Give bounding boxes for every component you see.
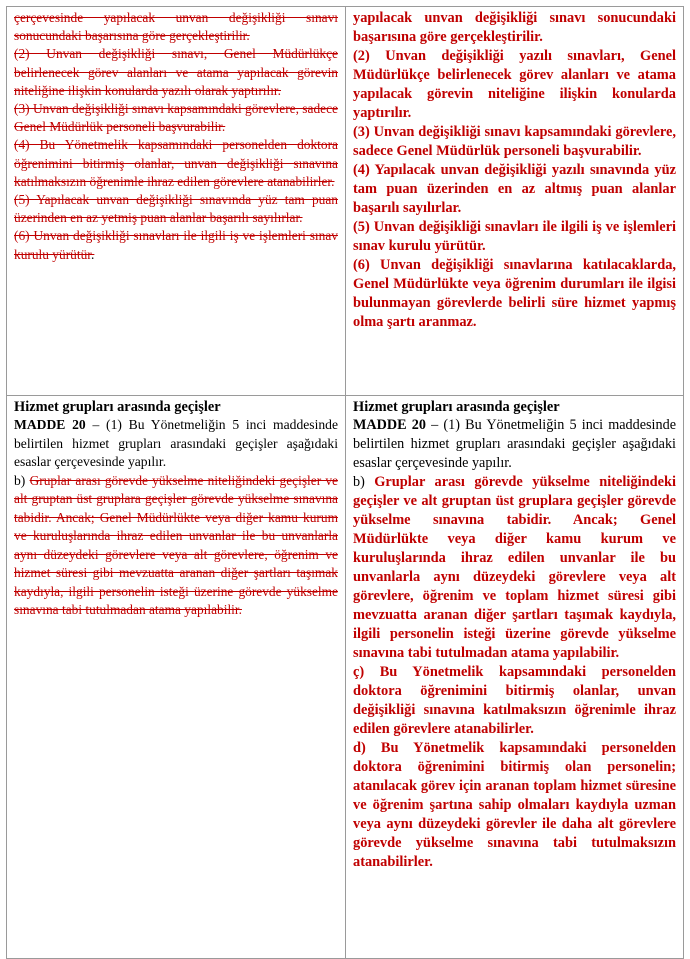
table-row (7, 7, 684, 396)
clause-d: d) Bu Yönetmelik kapsamındaki personelden doktora öğrenimini bitirmiş olan personelin; atanılacak görev için aranan toplam hizmet süresine ve öğrenim şartına sahip olmaları kaydıyla uzman veya aynı düzeydeki görevler ile daha alt görevlere görevde yükselme sınavına tabi tutulmaksızın atanabilirler. (353, 740, 676, 870)
amended-paragraph: (6) Unvan değişikliği sınavlarına katılacaklarda, Genel Müdürlükte veya öğrenim durumları ile ilgisi bulunmayan görevlerde belirli süre hizmet yapmış olma şartı aranmaz. (353, 257, 676, 330)
article-number: MADDE 20 (14, 417, 86, 432)
deleted-paragraph: (4) Bu Yönetmelik kapsamındaki personelden doktora öğrenimini bitirmiş olanlar, unvan değişikliği sınavına katılmaksızın öğrenimle ihraz edilen görevlere atanabilirler. (14, 137, 338, 189)
old-text-cell (7, 396, 346, 959)
article-intro-text: – (1) Bu Yönetmeliğin 5 inci maddesinde belirtilen hizmet grupları arasındaki geçişler aşağıdaki esaslar çerçevesinde yapılır. (14, 417, 338, 469)
comparison-table (6, 6, 684, 959)
deleted-paragraph: (5) Yapılacak unvan değişikliği sınavında yüz tam puan üzerinden en az yetmiş puan alanlar başarılı sayılırlar. (14, 192, 338, 226)
clause-b (353, 473, 676, 663)
article-intro (14, 416, 338, 472)
trailing-period: . (91, 246, 95, 262)
deleted-text: (6) Unvan değişikliği sınavları ile ilgili iş ve işlemleri sınav kurulu yürütür (14, 228, 338, 262)
amended-paragraph: (5) Unvan değişikliği sınavları ile ilgili iş ve işlemleri sınav kurulu yürütür. (353, 219, 676, 254)
deleted-paragraph: (2) Unvan değişikliği sınavı, Genel Müdürlükçe belirlenecek görev alanları ve atama yapılacak görevin niteliğine ilişkin konularda yazılı olarak yaptırılır. (14, 46, 338, 98)
article-number: MADDE 20 (353, 417, 426, 433)
comparison-table-wrapper (6, 6, 684, 954)
deleted-paragraph (14, 227, 338, 263)
deleted-paragraph: çerçevesinde yapılacak unvan değişikliği sınavı sonucundaki başarısına göre gerçekleştirilir. (14, 10, 338, 44)
old-text-cell (7, 7, 346, 396)
amended-text: Gruplar arası görevde yükselme niteliğindeki geçişler ve alt gruptan üst gruplara geçişler görevde yükselme sınavına tabidir. Ancak; Genel Müdürlükte veya diğer kamu kurum ve kuruluşlarında ihraz edilen unvanlar ile bu unvanlarla aynı düzeydeki görevlere veya alt görevlere, öğrenim ve toplam hizmet süresi gibi mevzuatta aranan diğer şartları taşımak kaydıyla, ilgili personelin isteği üzerine görevde yükselme sınavına tabi tutulmadan atama yapılabilir. (353, 474, 676, 661)
clause-prefix: b) (14, 472, 30, 488)
clause-prefix: b) (353, 474, 375, 490)
amended-paragraph: (4) Yapılacak unvan değişikliği yazılı sınavında yüz tam puan üzerinden en az altmış puan alanlar başarılı sayılırlar. (353, 162, 676, 216)
new-text-cell (346, 7, 684, 396)
amended-paragraph: (3) Unvan değişikliği sınavı kapsamındaki görevlere, sadece Genel Müdürlük personeli başvurabilir. (353, 124, 676, 159)
amended-paragraph: (2) Unvan değişikliği yazılı sınavları, Genel Müdürlükçe belirlenecek görev alanları ve atama yapılacak görevin niteliğine ilişkin konularda yaptırılır. (353, 48, 676, 121)
amended-paragraph: yapılacak unvan değişikliği sınavı sonucundaki başarısına göre gerçekleştirilir. (353, 10, 676, 45)
article-heading: Hizmet grupları arasında geçişler (353, 399, 560, 415)
article-heading: Hizmet grupları arasında geçişler (14, 399, 221, 415)
new-text-cell (346, 396, 684, 959)
deleted-paragraph: (3) Unvan değişikliği sınavı kapsamındaki görevlere, sadece Genel Müdürlük personeli başvurabilir. (14, 101, 338, 135)
clause-b (14, 472, 338, 620)
article-intro (353, 416, 676, 473)
clause-c: ç) Bu Yönetmelik kapsamındaki personelden doktora öğrenimini bitirmiş olanlar, unvan değişikliği sınavına katılmaksızın öğrenimle ihraz edilen görevlere atanabilirler. (353, 664, 676, 737)
table-row (7, 396, 684, 959)
article-intro-text: – (1) Bu Yönetmeliğin 5 inci maddesinde belirtilen hizmet grupları arasındaki geçişler aşağıdaki esaslar çerçevesinde yapılır. (353, 417, 676, 471)
deleted-text: Gruplar arası görevde yükselme niteliğindeki geçişler ve alt gruptan üst gruplara geçişler görevde yükselme sınavına tabidir. Ancak; Genel Müdürlükte veya diğer kamu kurum ve kuruluşlarında ihraz edilen unvanlar ile bu unvanlarla aynı düzeydeki görevlere veya alt görevlere, öğrenim ve hizmet süresi gibi mevzuatta aranan diğer şartları taşımak kaydıyla, ilgili personelin isteği üzerine görevde yükselme sınavına tabi tutulmadan atama yapılabilir. (14, 472, 338, 617)
